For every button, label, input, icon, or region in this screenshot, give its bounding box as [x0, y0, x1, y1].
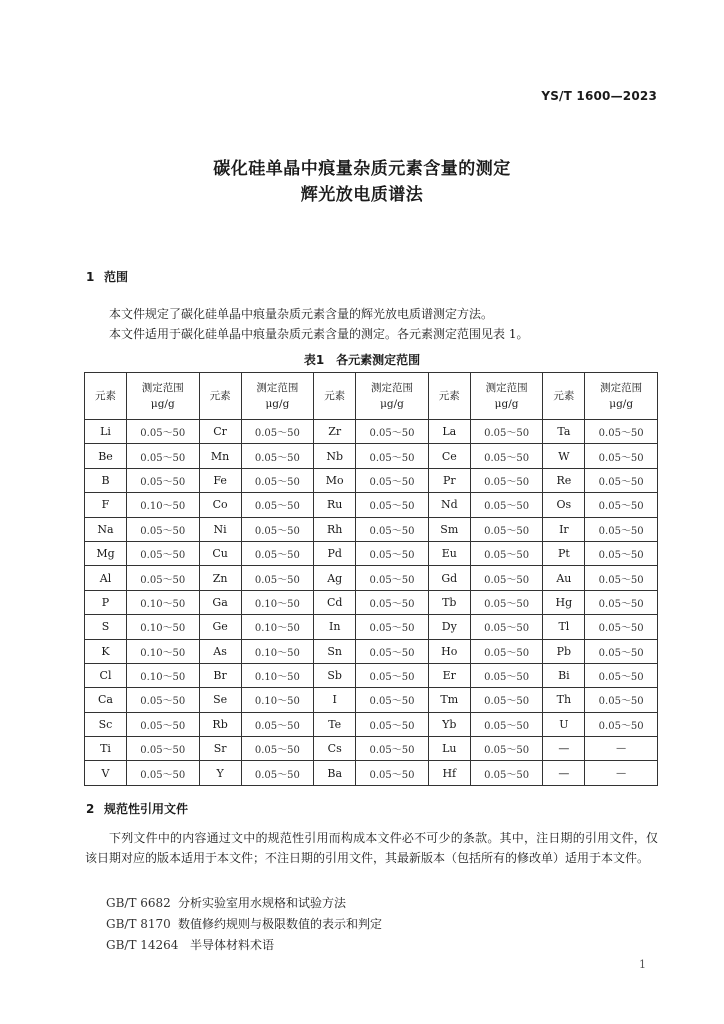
range-cell: 0.05～50 [127, 761, 200, 785]
range-cell: 0.05～50 [241, 517, 314, 541]
element-cell: Li [85, 420, 127, 444]
range-cell: 0.05～50 [356, 590, 429, 614]
table-row [85, 493, 658, 517]
column-header-element: 元素 [85, 373, 127, 420]
element-cell: Cs [314, 737, 356, 761]
element-cell: Ga [199, 590, 241, 614]
range-cell: 0.10～50 [127, 493, 200, 517]
range-cell: 0.05～50 [470, 493, 543, 517]
column-header-range: 测定范围 μg/g [127, 373, 200, 420]
element-cell: Pr [428, 468, 470, 492]
range-cell: 0.05～50 [127, 444, 200, 468]
document-title-line2: 辉光放电质谱法 [300, 185, 424, 205]
section1-paragraph-2: 本文件适用于碳化硅单晶中痕量杂质元素含量的测定。各元素测定范围见表 1。 [109, 327, 529, 341]
element-cell: In [314, 615, 356, 639]
range-cell: 0.05～50 [127, 468, 200, 492]
reference-code: GB/T 6682 [106, 896, 171, 910]
element-cell: As [199, 639, 241, 663]
range-cell: 0.05～50 [470, 444, 543, 468]
element-cell: Zn [199, 566, 241, 590]
element-cell: Y [199, 761, 241, 785]
element-cell: Te [314, 712, 356, 736]
range-cell: 0.05～50 [241, 444, 314, 468]
element-cell: Hg [543, 590, 585, 614]
range-cell: 0.05～50 [356, 639, 429, 663]
element-cell: Tl [543, 615, 585, 639]
range-cell: 0.10～50 [241, 663, 314, 687]
range-cell: 0.05～50 [470, 688, 543, 712]
element-cell: Pt [543, 541, 585, 565]
standard-code: YS/T 1600—2023 [541, 89, 657, 103]
range-cell: 0.05～50 [585, 590, 658, 614]
range-cell: 0.05～50 [470, 566, 543, 590]
element-cell: Tb [428, 590, 470, 614]
range-cell: 0.10～50 [241, 615, 314, 639]
range-cell: 0.05～50 [356, 737, 429, 761]
element-cell: Ir [543, 517, 585, 541]
range-cell: 0.05～50 [356, 615, 429, 639]
element-cell: Ca [85, 688, 127, 712]
range-cell: 0.05～50 [585, 444, 658, 468]
table-row [85, 566, 658, 590]
element-cell: Sr [199, 737, 241, 761]
range-cell: 0.05～50 [356, 444, 429, 468]
element-range-table [84, 372, 658, 786]
element-cell: Na [85, 517, 127, 541]
range-cell: 0.05～50 [585, 493, 658, 517]
element-cell: Yb [428, 712, 470, 736]
section1-body [85, 304, 658, 344]
range-cell: 0.05～50 [241, 761, 314, 785]
table-row [85, 761, 658, 785]
table-row [85, 737, 658, 761]
range-cell: 0.05～50 [470, 517, 543, 541]
table-row [85, 590, 658, 614]
range-cell: 0.05～50 [356, 761, 429, 785]
element-cell: Se [199, 688, 241, 712]
range-cell: 0.05～50 [585, 688, 658, 712]
range-cell: 0.05～50 [241, 420, 314, 444]
table-row [85, 517, 658, 541]
range-cell: 0.05～50 [585, 663, 658, 687]
section2-heading [86, 800, 188, 817]
element-cell: Mn [199, 444, 241, 468]
element-cell: Nb [314, 444, 356, 468]
element-cell: Sb [314, 663, 356, 687]
column-header-element: 元素 [428, 373, 470, 420]
section1-paragraph-1: 本文件规定了碳化硅单晶中痕量杂质元素含量的辉光放电质谱测定方法。 [109, 307, 494, 321]
section1-title: 范围 [104, 270, 129, 284]
element-cell: B [85, 468, 127, 492]
range-cell: 0.05～50 [470, 420, 543, 444]
element-cell: P [85, 590, 127, 614]
range-cell: 0.10～50 [241, 639, 314, 663]
reference-title: 半导体材料术语 [190, 938, 275, 952]
range-cell: 0.05～50 [127, 712, 200, 736]
element-cell: Ag [314, 566, 356, 590]
element-cell: Ti [85, 737, 127, 761]
table-body [85, 420, 658, 786]
element-cell: Fe [199, 468, 241, 492]
range-cell: 0.05～50 [127, 517, 200, 541]
range-cell: 0.05～50 [470, 761, 543, 785]
section2-title: 规范性引用文件 [104, 802, 189, 816]
element-cell: W [543, 444, 585, 468]
element-cell: Rh [314, 517, 356, 541]
element-cell: Dy [428, 615, 470, 639]
range-cell: 0.05～50 [470, 468, 543, 492]
range-cell: 0.05～50 [356, 566, 429, 590]
reference-item [106, 893, 382, 914]
element-cell: Cd [314, 590, 356, 614]
range-cell: 0.05～50 [470, 639, 543, 663]
range-cell: 0.05～50 [241, 737, 314, 761]
table-row [85, 639, 658, 663]
column-header-element: 元素 [543, 373, 585, 420]
column-header-element: 元素 [199, 373, 241, 420]
range-cell: 0.05～50 [127, 566, 200, 590]
range-cell: — [585, 761, 658, 785]
reference-title: 分析实验室用水规格和试验方法 [178, 896, 347, 910]
section2-body [85, 828, 658, 868]
range-cell: 0.05～50 [585, 541, 658, 565]
element-cell: Os [543, 493, 585, 517]
element-cell: Lu [428, 737, 470, 761]
reference-item [106, 935, 382, 956]
element-cell: Sc [85, 712, 127, 736]
reference-title: 数值修约规则与极限数值的表示和判定 [178, 917, 383, 931]
range-cell: 0.05～50 [356, 688, 429, 712]
column-header-range: 测定范围 μg/g [585, 373, 658, 420]
element-cell: Sm [428, 517, 470, 541]
range-cell: 0.05～50 [356, 517, 429, 541]
element-cell: — [543, 737, 585, 761]
element-cell: Cr [199, 420, 241, 444]
element-cell: Au [543, 566, 585, 590]
range-cell: 0.05～50 [356, 468, 429, 492]
range-cell: 0.05～50 [585, 468, 658, 492]
element-cell: Bi [543, 663, 585, 687]
table-row [85, 444, 658, 468]
element-cell: Cl [85, 663, 127, 687]
column-header-element: 元素 [314, 373, 356, 420]
section1-number: 1 [86, 270, 95, 284]
element-cell: Pd [314, 541, 356, 565]
column-header-range: 测定范围 μg/g [356, 373, 429, 420]
element-cell: Eu [428, 541, 470, 565]
document-title-line1: 碳化硅单晶中痕量杂质元素含量的测定 [213, 159, 511, 179]
element-cell: Er [428, 663, 470, 687]
element-cell: U [543, 712, 585, 736]
element-cell: Nd [428, 493, 470, 517]
range-cell: 0.05～50 [585, 566, 658, 590]
range-cell: 0.05～50 [585, 712, 658, 736]
range-cell: 0.10～50 [127, 615, 200, 639]
element-cell: Th [543, 688, 585, 712]
element-cell: Al [85, 566, 127, 590]
reference-code: GB/T 8170 [106, 917, 171, 931]
element-cell: Ce [428, 444, 470, 468]
range-cell: 0.05～50 [127, 420, 200, 444]
reference-code: GB/T 14264 [106, 938, 179, 952]
range-cell: 0.05～50 [356, 493, 429, 517]
range-cell: 0.10～50 [127, 639, 200, 663]
range-cell: 0.05～50 [127, 541, 200, 565]
range-cell: 0.10～50 [241, 688, 314, 712]
element-cell: Ni [199, 517, 241, 541]
range-cell: 0.05～50 [127, 688, 200, 712]
table-row [85, 688, 658, 712]
range-cell: 0.05～50 [356, 541, 429, 565]
range-cell: 0.05～50 [241, 493, 314, 517]
range-cell: 0.05～50 [127, 737, 200, 761]
range-cell: 0.05～50 [241, 468, 314, 492]
range-cell: 0.05～50 [585, 639, 658, 663]
table-row [85, 541, 658, 565]
element-cell: Rb [199, 712, 241, 736]
range-cell: — [585, 737, 658, 761]
element-cell: — [543, 761, 585, 785]
range-cell: 0.05～50 [470, 541, 543, 565]
element-cell: Tm [428, 688, 470, 712]
range-cell: 0.05～50 [470, 712, 543, 736]
element-cell: La [428, 420, 470, 444]
range-cell: 0.05～50 [356, 712, 429, 736]
element-cell: Ho [428, 639, 470, 663]
table-header-row [85, 373, 658, 420]
range-cell: 0.10～50 [241, 590, 314, 614]
element-cell: Br [199, 663, 241, 687]
table-row [85, 420, 658, 444]
element-cell: Sn [314, 639, 356, 663]
table-row [85, 712, 658, 736]
range-cell: 0.05～50 [585, 615, 658, 639]
range-cell: 0.05～50 [470, 663, 543, 687]
range-cell: 0.05～50 [356, 663, 429, 687]
element-cell: Ta [543, 420, 585, 444]
element-cell: V [85, 761, 127, 785]
range-cell: 0.10～50 [127, 590, 200, 614]
range-cell: 0.05～50 [241, 541, 314, 565]
element-cell: Ge [199, 615, 241, 639]
reference-item [106, 914, 382, 935]
range-cell: 0.05～50 [585, 517, 658, 541]
range-cell: 0.05～50 [356, 420, 429, 444]
table1-caption: 表1 各元素测定范围 [303, 353, 421, 367]
table-row [85, 615, 658, 639]
element-cell: Zr [314, 420, 356, 444]
element-cell: Be [85, 444, 127, 468]
element-cell: F [85, 493, 127, 517]
element-cell: Ba [314, 761, 356, 785]
element-cell: Co [199, 493, 241, 517]
element-cell: Hf [428, 761, 470, 785]
element-cell: Gd [428, 566, 470, 590]
section1-heading [86, 268, 128, 285]
element-cell: Ru [314, 493, 356, 517]
element-cell: Mg [85, 541, 127, 565]
element-cell: Cu [199, 541, 241, 565]
range-cell: 0.05～50 [241, 566, 314, 590]
page-number: 1 [639, 958, 646, 971]
column-header-range: 测定范围 μg/g [241, 373, 314, 420]
column-header-range: 测定范围 μg/g [470, 373, 543, 420]
range-cell: 0.05～50 [241, 712, 314, 736]
range-cell: 0.05～50 [470, 737, 543, 761]
table-row [85, 663, 658, 687]
reference-list [106, 893, 382, 956]
element-cell: K [85, 639, 127, 663]
element-cell: Re [543, 468, 585, 492]
element-cell: Pb [543, 639, 585, 663]
range-cell: 0.05～50 [470, 615, 543, 639]
element-cell: Mo [314, 468, 356, 492]
range-cell: 0.10～50 [127, 663, 200, 687]
element-cell: I [314, 688, 356, 712]
element-cell: S [85, 615, 127, 639]
table-row [85, 468, 658, 492]
range-cell: 0.05～50 [470, 590, 543, 614]
section2-paragraph: 下列文件中的内容通过文中的规范性引用而构成本文件必不可少的条款。其中，注日期的引用文件，仅该日期对应的版本适用于本文件；不注日期的引用文件，其最新版本（包括所有的修改单）适用于本文件。 [85, 831, 658, 865]
range-cell: 0.05～50 [585, 420, 658, 444]
section2-number: 2 [86, 802, 95, 816]
